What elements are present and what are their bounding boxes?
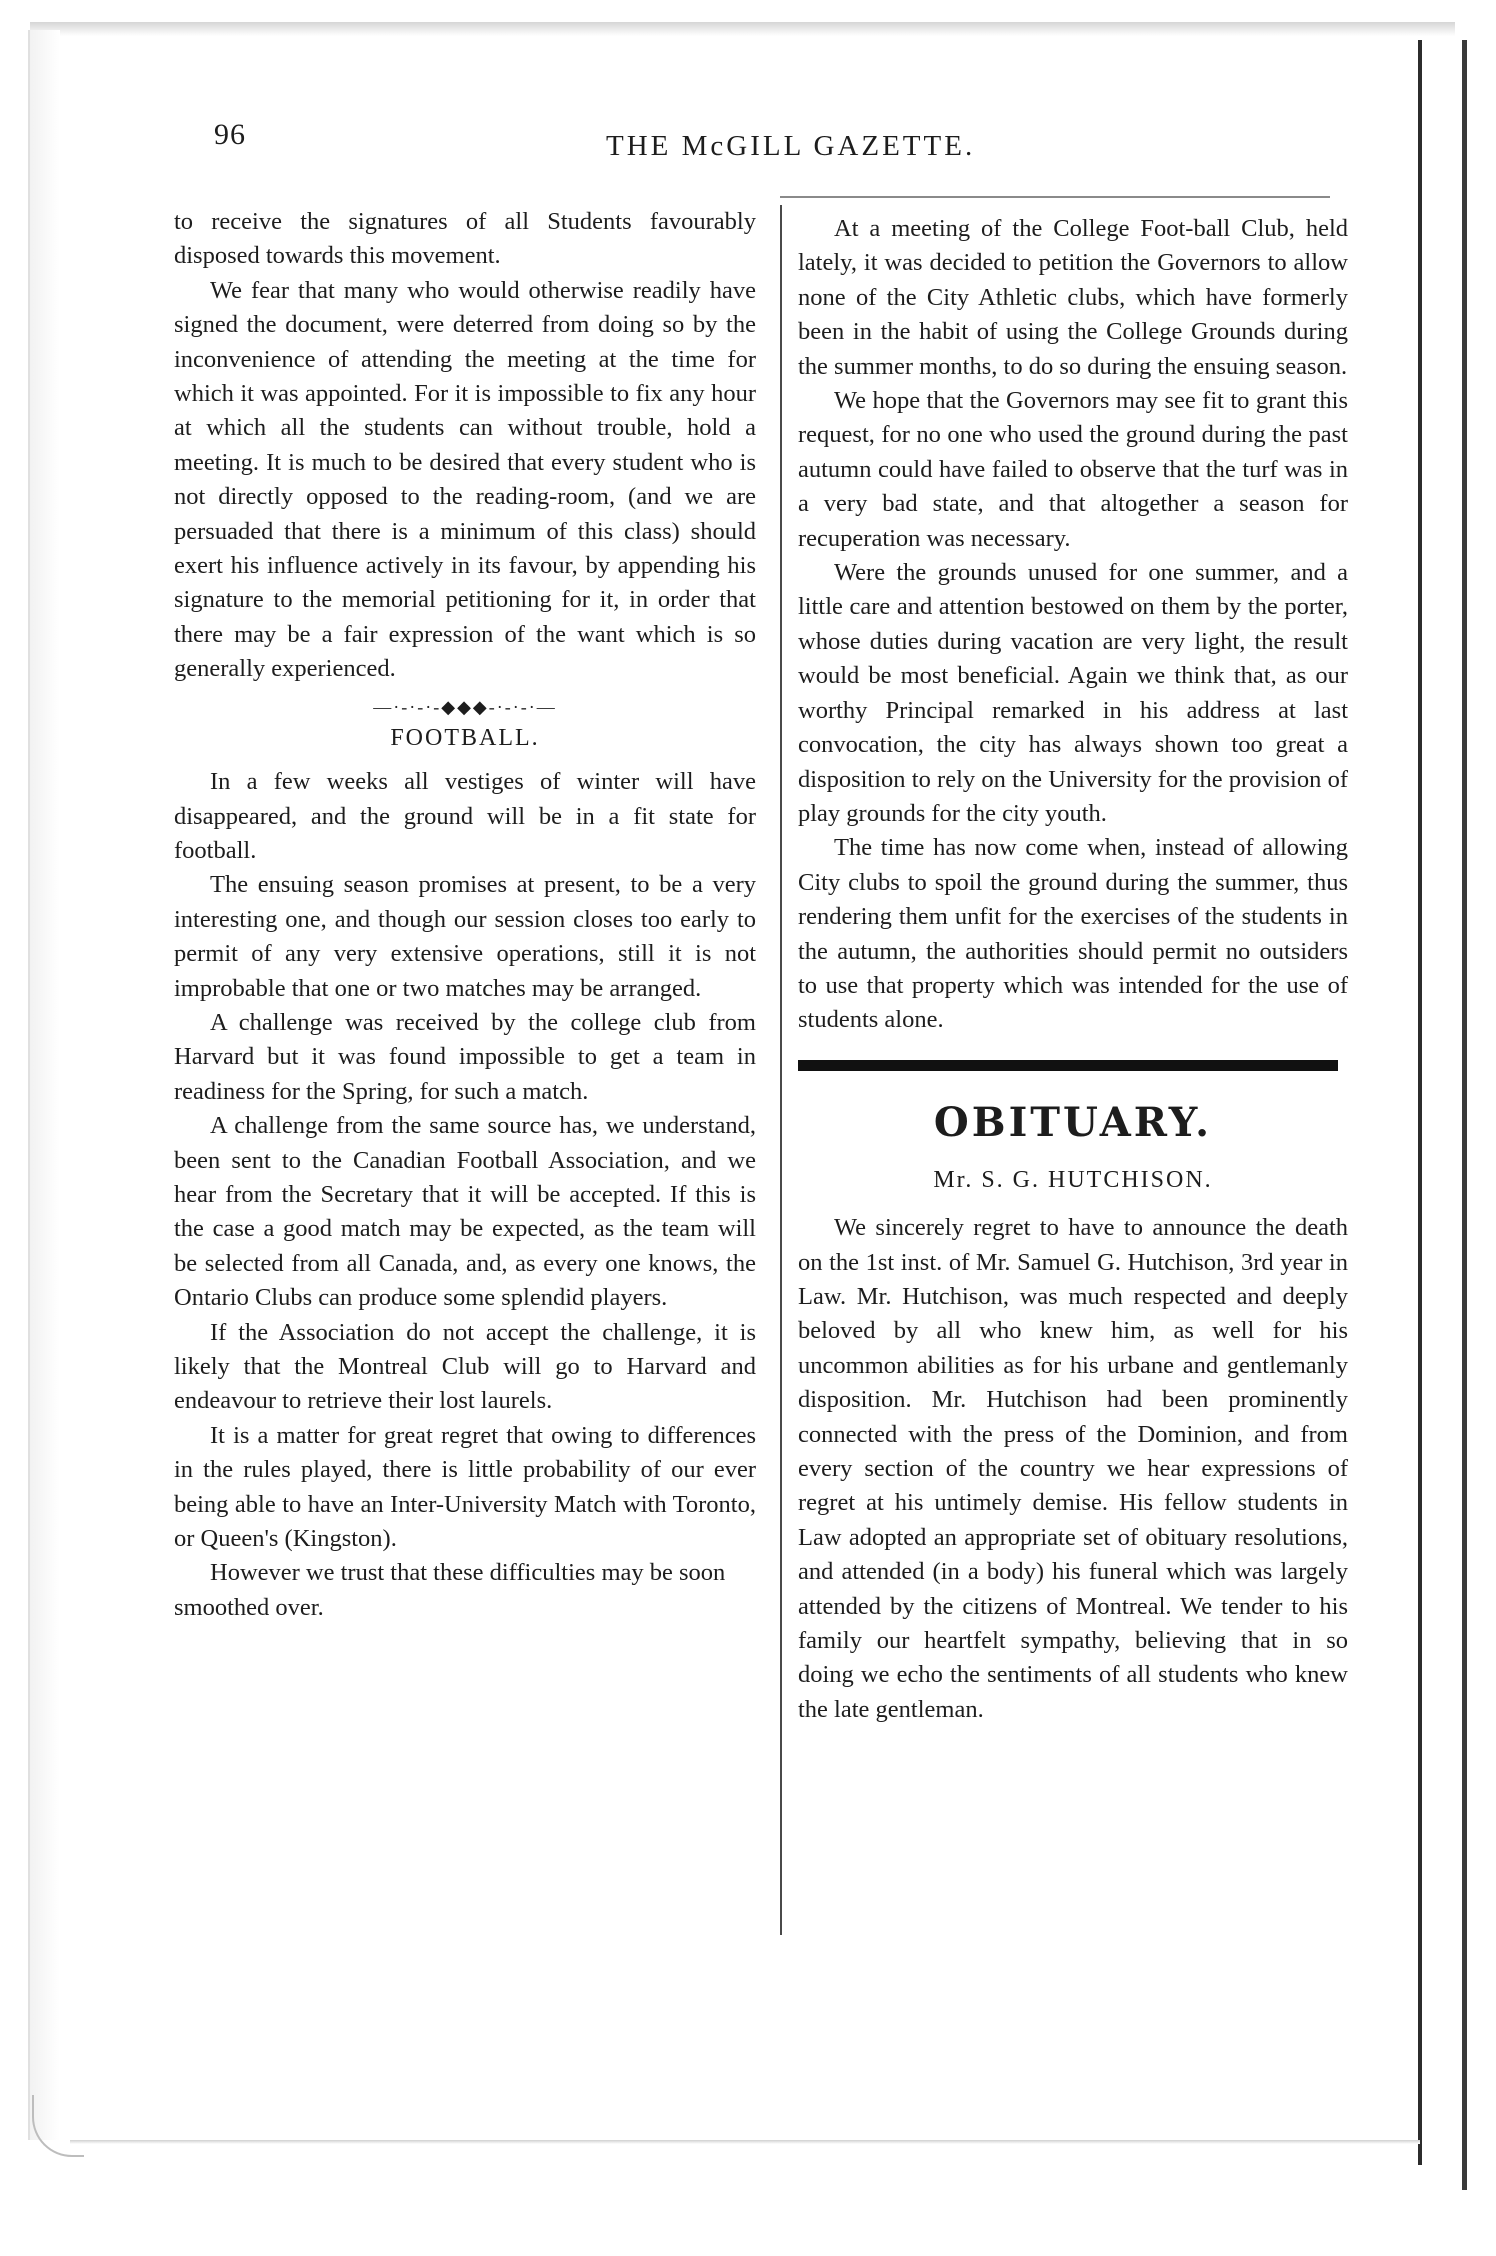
football-heading: FOOTBALL. bbox=[390, 724, 540, 751]
page-number: 96 bbox=[214, 118, 246, 151]
page-left-edge bbox=[28, 30, 60, 2140]
football-paragraph-4: A challenge from the same source has, we understand, been sent to the Canadian Football Association, and we hear from the Secretary that it will be accepted. If this is the case a good match may be expected, as the team will be selected from all Canada, and, as every one knows, the Ontario Clubs can produce some splendid players. bbox=[174, 1112, 756, 1312]
page-top-edge bbox=[30, 22, 1455, 36]
football-paragraph-5: If the Association do not accept the challenge, it is likely that the Montreal Club will go to Harvard and endeavour to retrieve their lost laurels. bbox=[174, 1318, 756, 1415]
club-meeting-paragraph: At a meeting of the College Foot-ball Club, held lately, it was decided to petition the Governors to allow none of the City Athletic clubs, which have formerly been in the habit of using the College Grounds during the summer months, to do so during the ensuing season. bbox=[798, 215, 1348, 380]
column-divider bbox=[780, 205, 782, 1935]
page-bottom-edge bbox=[70, 2140, 1420, 2144]
football-paragraph-3: A challenge was received by the college club from Harvard but it was found impossible to get a team in readiness for the Spring, for such a match. bbox=[174, 1008, 756, 1105]
grounds-paragraph: Were the grounds unused for one summer, and a little care and attention bestowed on them by the porter, whose duties during vacation are very light, the result would be most beneficial. Again we think that, as our worthy Principal remarked in his address at last convocation, the city has always shown too great a disposition to rely on the University for the provision of play grounds for the city youth. bbox=[798, 559, 1348, 827]
continued-paragraph: to receive the signatures of all Students favourably disposed towards this movement. bbox=[174, 208, 756, 270]
header-rule bbox=[780, 196, 1330, 198]
obituary-subtitle: Mr. S. G. HUTCHISON. bbox=[933, 1166, 1213, 1193]
reading-room-paragraph: We fear that many who would otherwise readily have signed the document, were deterred from doing so by the inconvenience of attending the meeting at the time for which it was appointed. For it is impossible to fix any hour at which all the students can without trouble, hold a meeting. It is much to be desired that every student who is not directly opposed to the reading-room, (and we are persuaded that there is a minimum of this class) should exert his influence actively in its favour, by appending his signature to the memorial petitioning for it, in order that there may be a fair expression of the want which is so generally experienced. bbox=[174, 276, 756, 683]
city-clubs-paragraph: The time has now come when, instead of allowing City clubs to spoil the ground during the summer, thus rendering them unfit for the exercises of the students in the autumn, the authorities should permit no outsiders to use that property which was intended for the use of students alone. bbox=[798, 834, 1348, 1034]
obituary-title: OBITUARY. bbox=[933, 1098, 1213, 1146]
right-column bbox=[798, 212, 1348, 1727]
page-right-edge bbox=[1418, 40, 1422, 2165]
football-paragraph-6: It is a matter for great regret that owing to differences in the rules played, there is little probability of our ever being able to have an Inter-University Match with Toronto, or Queen's (Kingston). bbox=[174, 1421, 756, 1553]
obituary-paragraph: We sincerely regret to have to announce the death on the 1st inst. of Mr. Samuel G. Hutchison, 3rd year in Law. Mr. Hutchison, was much respected and deeply beloved by all who knew him, as well for his uncommon abilities as for his urbane and gentlemanly disposition. Mr. Hutchison had been prominently connected with the press of the Dominion, and from every section of the country we hear expressions of regret at his untimely demise. His fellow students in Law adopted an appropriate set of obituary resolutions, and attended (in a body) his funeral which was largely attended by the citizens of Montreal. We tender to his family our heartfelt sympathy, believing that in so doing we echo the sentiments of all students who knew the late gentleman. bbox=[798, 1214, 1348, 1723]
governors-paragraph: We hope that the Governors may see fit to grant this request, for no one who used the ground during the past autumn could have failed to observe that the turf was in a very bad state, and that altogether a season for recuperation was necessary. bbox=[798, 387, 1348, 552]
football-paragraph-2: The ensuing season promises at present, to be a very interesting one, and though our session closes too early to permit of any very extensive operations, still it is not improbable that one or two matches may be arranged. bbox=[174, 871, 756, 1002]
football-paragraph-1: In a few weeks all vestiges of winter will have disappeared, and the ground will be in a fit state for football. bbox=[174, 768, 756, 864]
football-paragraph-7: However we trust that these difficulties may be soon smoothed over. bbox=[174, 1559, 726, 1621]
section-ornament: —·-·-·-◆◆◆-·-·-·— bbox=[373, 696, 557, 717]
section-divider-rule bbox=[798, 1060, 1338, 1071]
running-title: THE McGILL GAZETTE. bbox=[606, 130, 976, 162]
left-column bbox=[174, 205, 756, 1625]
adjacent-page-edge bbox=[1462, 40, 1467, 2190]
